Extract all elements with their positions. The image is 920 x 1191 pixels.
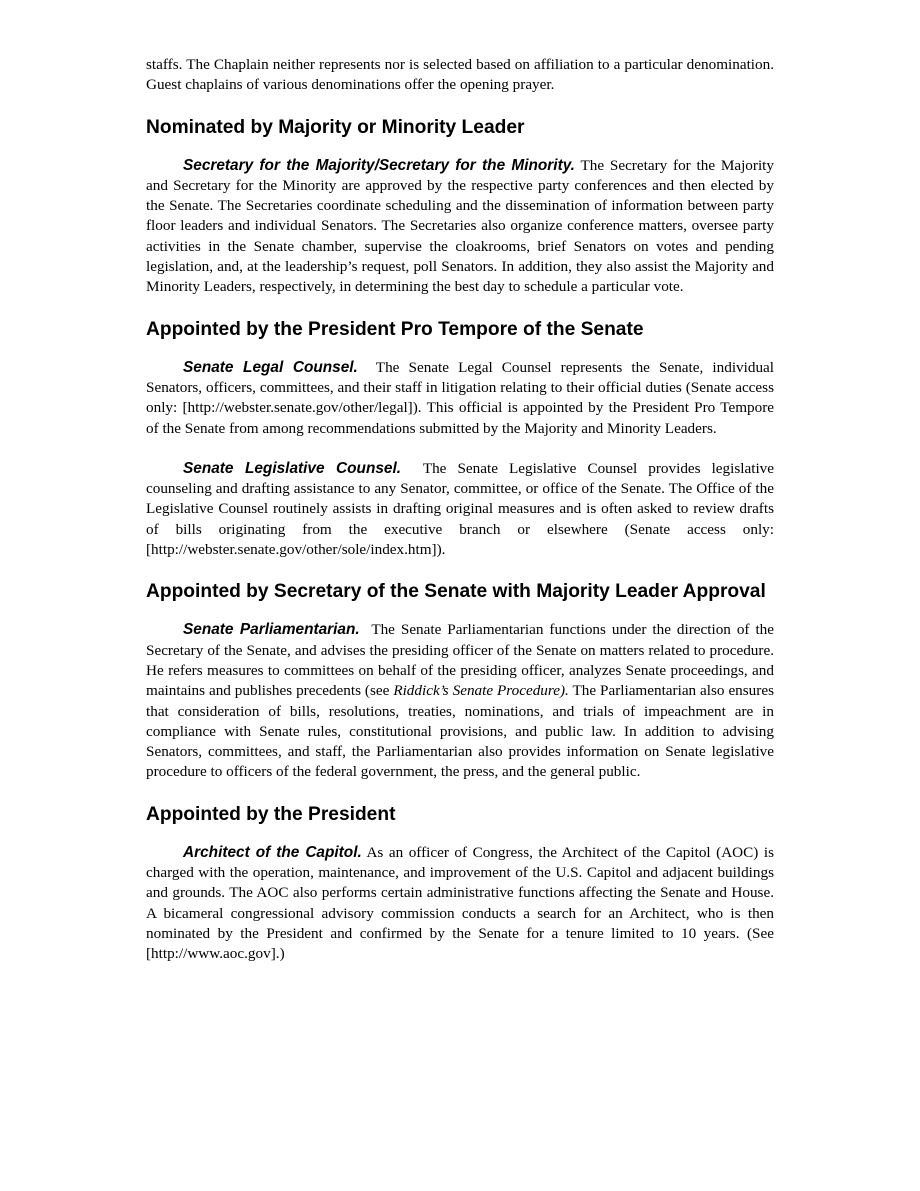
section-heading-appointed-by-president: Appointed by the President xyxy=(146,803,396,825)
section-heading-president-pro-tempore: Appointed by the President Pro Tempore of the Senate xyxy=(146,318,644,340)
paragraph-italic-citation: Riddick’s Senate Procedure). xyxy=(393,682,569,700)
paragraph-senate-legal-counsel xyxy=(146,358,774,439)
intro-paragraph: staffs. The Chaplain neither represents nor is selected based on affiliation to a particular denomination. Guest chaplains of various denominations offer the opening prayer. xyxy=(146,56,774,94)
paragraph-lead-title: Senate Parliamentarian. xyxy=(183,621,360,639)
paragraph-lead-title: Architect of the Capitol. xyxy=(183,843,362,861)
paragraph-body: The Secretary for the Majority and Secretary for the Minority are approved by the respective party conferences and then elected by the Senate. The Secretaries coordinate scheduling and the dissemination of information between party floor leaders and individual Senators. The Secretaries also organize conference matters, oversee party activities in the Senate chamber, supervise the cloakrooms, brief Senators on votes and pending legislation, and, at the leadership’s request, poll Senators. In addition, they also assist the Majority and Minority Leaders, respectively, in determining the best day to schedule a particular vote. xyxy=(146,156,774,296)
paragraph-senate-legislative-counsel xyxy=(146,459,774,560)
paragraph-body-continued: The Parliamentarian also ensures that consideration of bills, resolutions, treaties, nominations, and trials of impeachment are in compliance with Senate rules, constitutional provisions, and public law. In addition to advising Senators, committees, and staff, the Parliamentarian also provides information on Senate legislative procedure to officers of the federal government, the press, and the general public. xyxy=(146,682,774,781)
section-heading-secretary-of-senate: Appointed by Secretary of the Senate with Majority Leader Approval xyxy=(146,581,766,603)
paragraph-senate-parliamentarian xyxy=(146,620,774,782)
paragraph-body: The Senate Legislative Counsel provides legislative counseling and drafting assistance to any Senator, committee, or office of the Senate. The Office of the Legislative Counsel routinely assists in drafting original measures and is often asked to review drafts of bills originating from the executive branch or elsewhere (Senate access only: [http://webster.senate.gov/other/sole/index.htm]). xyxy=(146,459,775,559)
document-page xyxy=(146,55,774,965)
paragraph-architect-of-capitol xyxy=(146,843,774,965)
section-heading-majority-minority: Nominated by Majority or Minority Leader xyxy=(146,116,525,138)
paragraph-lead-title: Senate Legal Counsel. xyxy=(183,358,358,376)
paragraph-body: As an officer of Congress, the Architect of the Capitol (AOC) is charged with the operation, maintenance, and improvement of the U.S. Capitol and adjacent buildings and grounds. The AOC also performs certain administrative functions affecting the Senate and House. A bicameral congressional advisory commission conducts a search for an Architect, who is then nominated by the President and confirmed by the Senate for a tenure limited to 10 years. (See [http://www.aoc.gov].) xyxy=(146,843,774,963)
paragraph-body: The Senate Parliamentarian functions under the direction of the Secretary of the Senate, and advises the presiding officer of the Senate on matters related to procedure. He refers measures to committees on behalf of the presiding officer, analyzes Senate proceedings, and maintains and publishes precedents (see xyxy=(146,621,774,700)
paragraph-lead-title: Secretary for the Majority/Secretary for the Minority. xyxy=(183,156,575,174)
paragraph-lead-title: Senate Legislative Counsel. xyxy=(183,459,402,477)
paragraph-body: The Senate Legal Counsel represents the Senate, individual Senators, officers, committees, and their staff in litigation relating to their official duties (Senate access only: [http://webster.senate.gov/other/legal]). This official is appointed by the President Pro Tempore of the Senate from among recommendations submitted by the Majority and Minority Leaders. xyxy=(146,358,774,437)
paragraph-secretary-majority-minority xyxy=(146,156,774,298)
